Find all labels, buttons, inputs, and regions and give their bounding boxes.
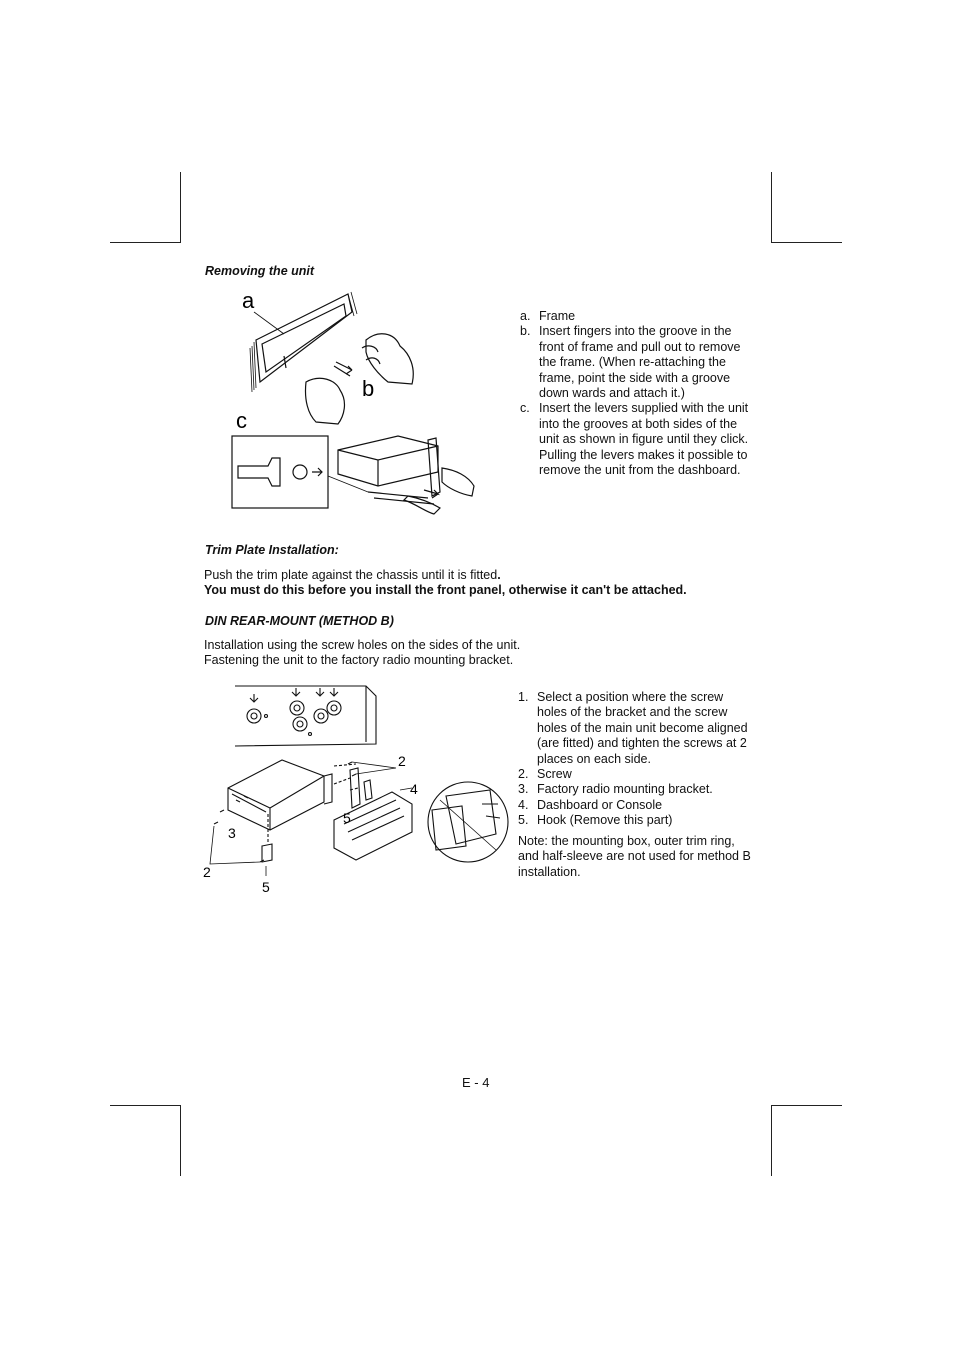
figure-label-5-right: 5 [343, 810, 351, 826]
crop-mark [771, 172, 772, 243]
figure-label-2-bottom: 2 [203, 864, 211, 880]
section-heading-din: DIN REAR-MOUNT (METHOD B) [205, 614, 394, 628]
crop-mark [180, 1105, 181, 1176]
din-intro [204, 638, 764, 669]
trim-line-1: Push the trim plate against the chassis until it is fitted [204, 568, 498, 582]
din-steps-list [518, 690, 754, 829]
page-number: E - 4 [462, 1075, 490, 1090]
din-intro-line-2: Fastening the unit to the factory radio mounting bracket. [204, 653, 514, 668]
crop-mark [771, 242, 842, 243]
trim-instruction [204, 568, 764, 599]
figure-label-b: b [362, 376, 375, 401]
figure-label-2-top: 2 [398, 753, 406, 769]
din-intro-line-1: Installation using the screw holes on the sides of the unit. [204, 638, 521, 652]
removing-unit-illustration [228, 286, 483, 518]
crop-mark [110, 1105, 181, 1106]
list-item: a. Frame [520, 309, 576, 323]
crop-mark [771, 1105, 772, 1176]
list-item: 4. Dashboard or Console [518, 797, 663, 812]
section-heading-removing: Removing the unit [205, 264, 315, 278]
figure-label-5-bottom: 5 [262, 879, 270, 895]
list-item: 2. Screw [518, 767, 572, 782]
figure-label-a: a [242, 288, 255, 313]
din-mount-illustration [200, 684, 512, 898]
trim-line-1-end: . [497, 568, 501, 582]
list-item: c. Insert the levers supplied with the unit into the grooves at both sides of the unit as shown in figure until they click. Pulling the levers makes it possible to remove the unit from the dashboard. [520, 401, 749, 478]
crop-mark [771, 1105, 842, 1106]
list-item: b. Insert fingers into the groove in the front of frame and pull out to remove the frame. (When re-attaching the frame, point the side with a groove down wards and attach it.) [520, 324, 741, 401]
crop-mark [110, 242, 181, 243]
figure-label-4: 4 [410, 781, 418, 797]
din-note: Note: the mounting box, outer trim ring, and half-sleeve are not used for method B installation. [518, 834, 751, 879]
list-item: 1. Select a position where the screw holes of the bracket and the screw holes of the main unit become aligned (are fitted) and tighten the screws at 2 places on each side. [518, 690, 748, 766]
list-item: 5. Hook (Remove this part) [518, 813, 673, 828]
figure-label-c: c [236, 408, 247, 433]
crop-mark [180, 172, 181, 243]
removing-steps-list [520, 309, 752, 478]
list-item: 3. Factory radio mounting bracket. [518, 782, 713, 797]
section-heading-trim: Trim Plate Installation: [205, 543, 339, 557]
trim-warning: You must do this before you install the front panel, otherwise it can't be attached. [204, 583, 687, 598]
figure-label-3: 3 [228, 825, 236, 841]
